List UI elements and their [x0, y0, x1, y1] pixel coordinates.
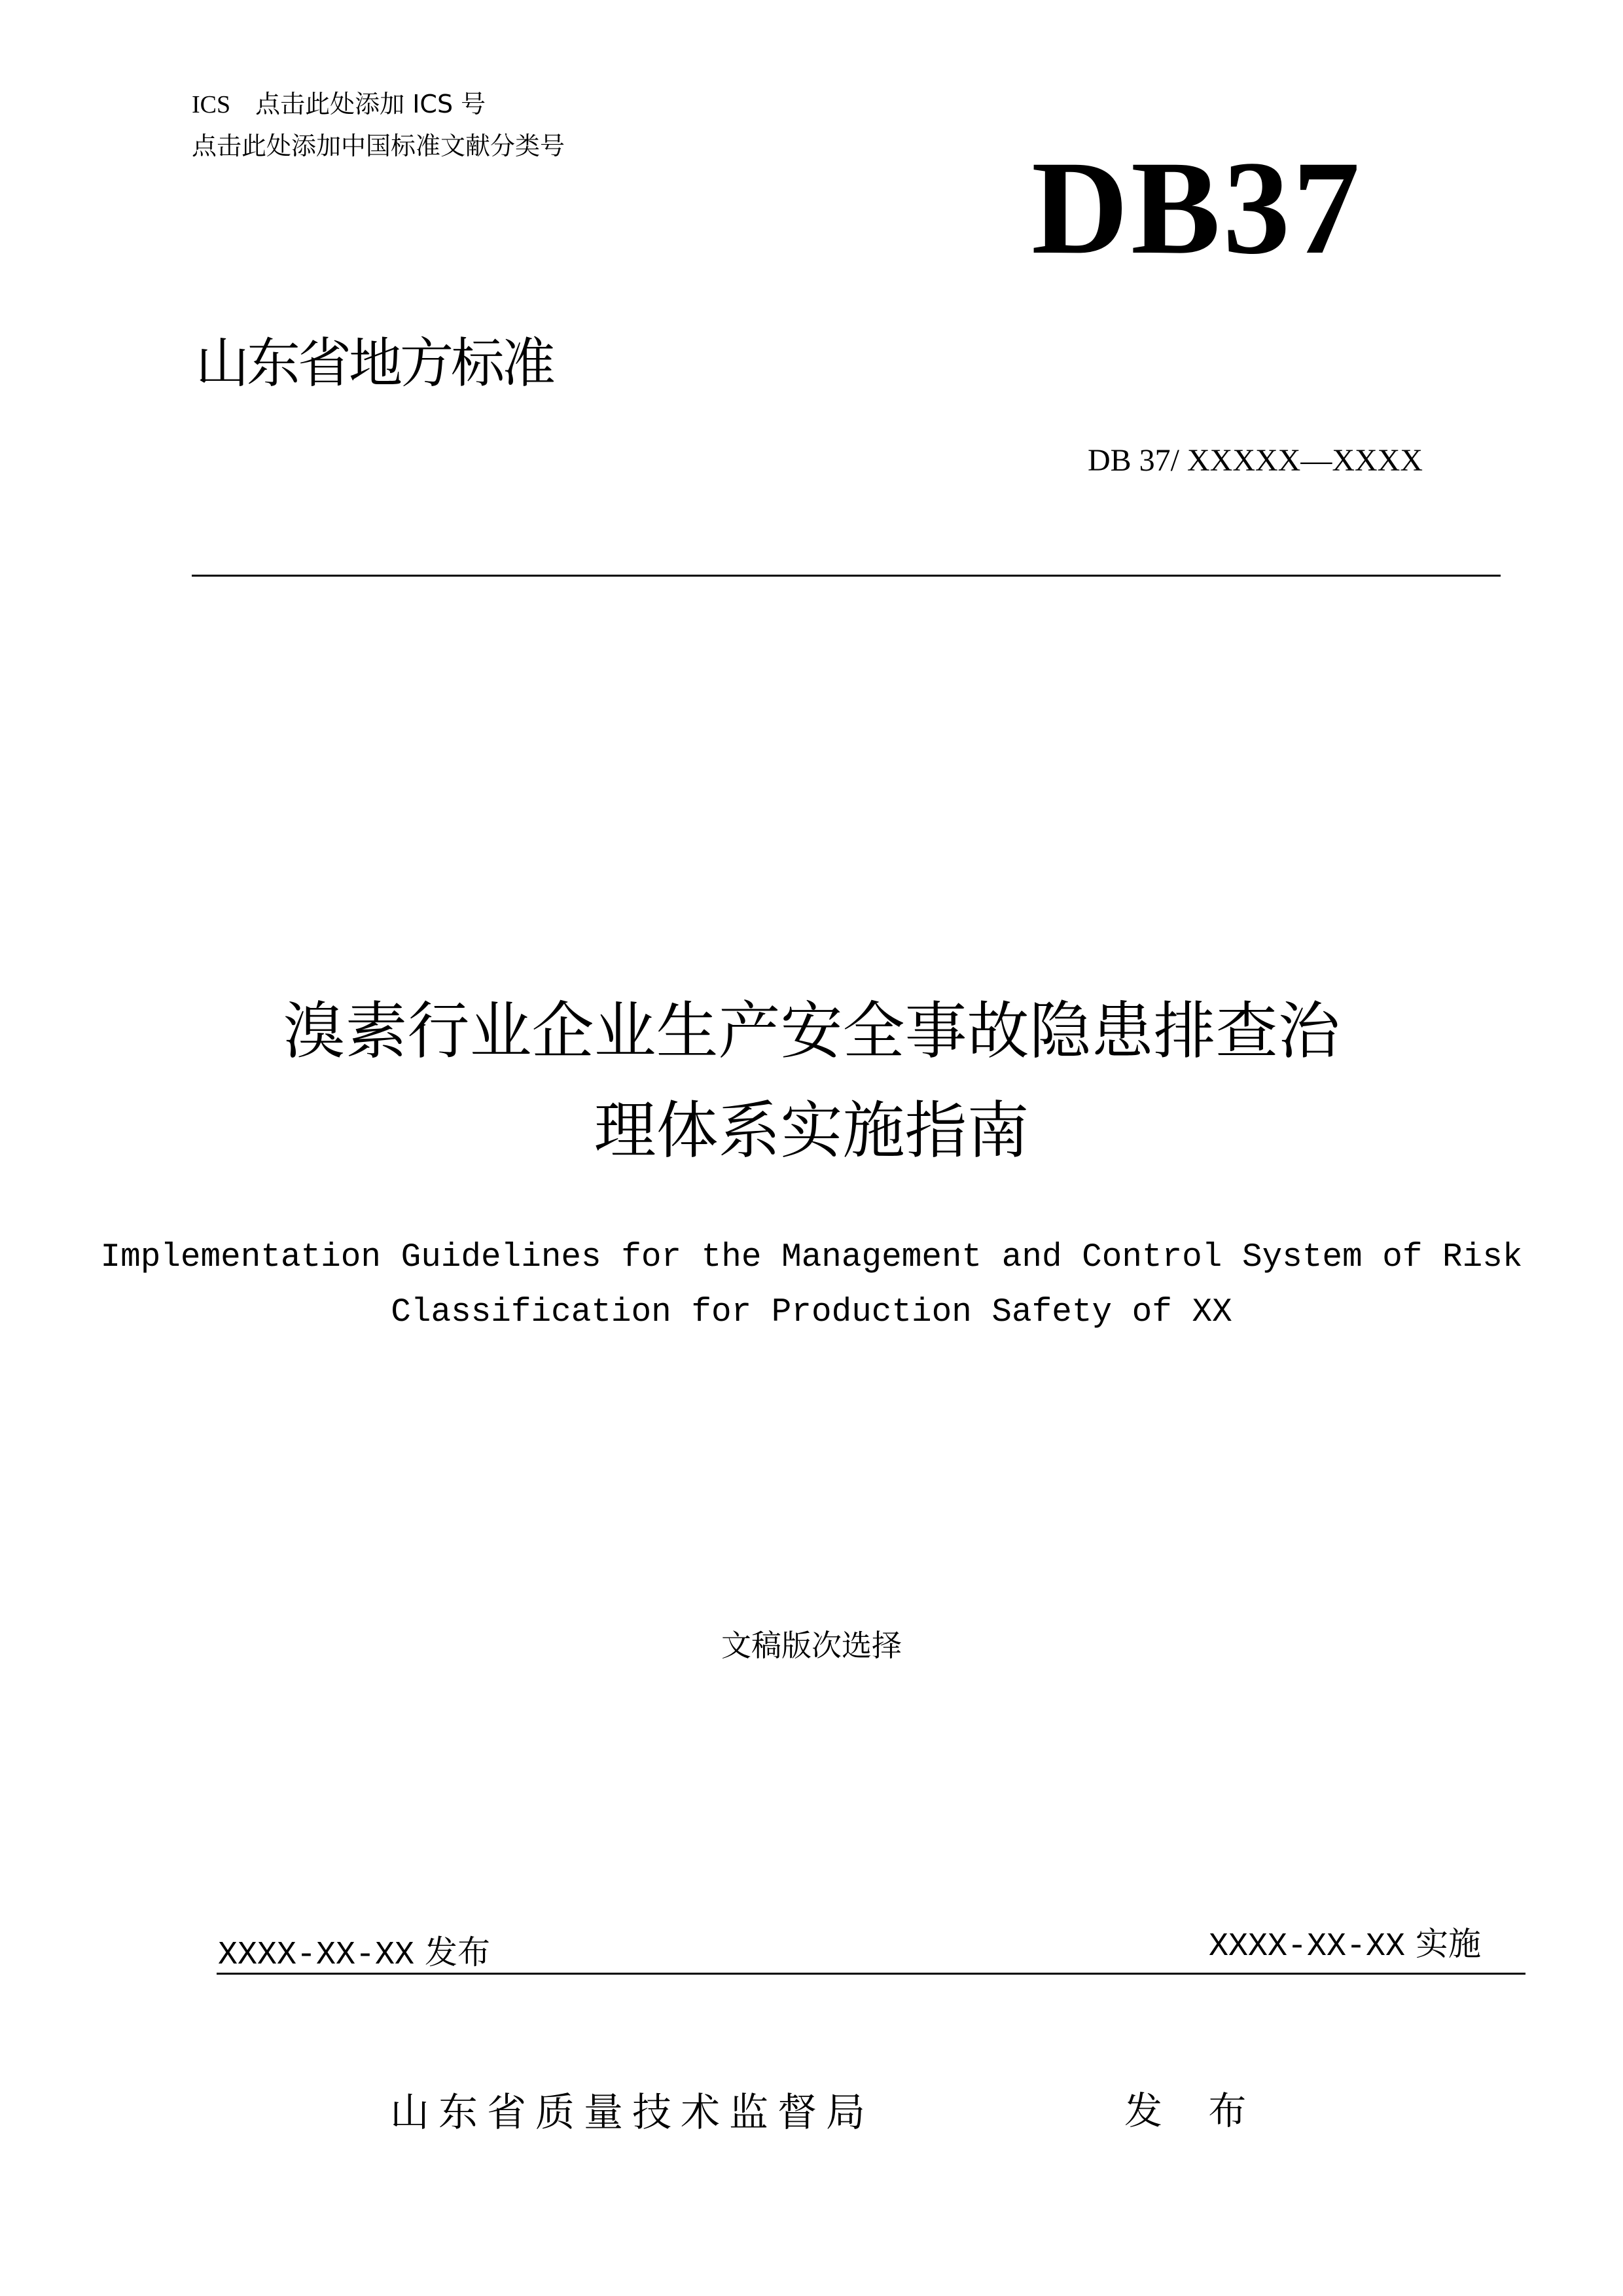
issuing-authority: 山东省质量技术监督局: [390, 2090, 874, 2136]
ics-line: [192, 84, 486, 120]
title-chinese-line-1: 溴素行业企业生产安全事故隐患排查治: [283, 996, 1340, 1067]
implement-label: 实施: [1415, 1925, 1481, 1963]
header-divider: [192, 575, 1501, 577]
ics-label: ICS: [192, 91, 231, 118]
implement-date-line[interactable]: [1209, 1918, 1481, 1965]
title-chinese[interactable]: [0, 982, 1623, 1181]
issue-date-line[interactable]: [218, 1926, 490, 1974]
db37-logo: DB37: [1031, 134, 1363, 282]
issue-label: 发布: [424, 1933, 490, 1971]
publish-label: 发 布: [1124, 2089, 1264, 2133]
draft-version-select[interactable]: 文稿版次选择: [721, 1628, 902, 1663]
title-english-line-2: Classification for Production Safety of XX: [391, 1294, 1232, 1331]
implement-date: XXXX-XX-XX: [1209, 1928, 1406, 1965]
ccs-placeholder[interactable]: 点击此处添加中国标准文献分类号: [192, 132, 565, 160]
ics-placeholder[interactable]: 点击此处添加 ICS 号: [255, 90, 486, 118]
standard-number[interactable]: DB 37/ XXXXX—XXXX: [1088, 443, 1423, 478]
standard-type-label: 山东省地方标准: [196, 332, 554, 395]
title-english-line-1: Implementation Guidelines for the Management and Control System of Risk: [100, 1239, 1523, 1276]
issue-date: XXXX-XX-XX: [218, 1937, 415, 1974]
title-chinese-line-2: 理体系实施指南: [594, 1095, 1029, 1167]
footer-divider: [217, 1973, 1525, 1975]
title-english[interactable]: [0, 1230, 1623, 1340]
